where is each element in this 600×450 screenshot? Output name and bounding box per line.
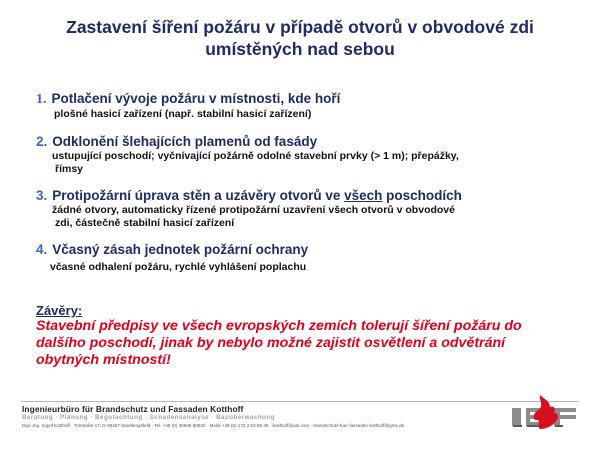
- conclusion-text: [36, 318, 581, 369]
- list-item: [36, 241, 308, 274]
- item-heading-text: Odklonění šlehajících plamenů od fasády: [52, 134, 318, 149]
- item-description: plošné hasicí zařízení (např. stabilní hasicí zařízení): [54, 108, 312, 120]
- item-heading: [36, 241, 308, 258]
- item-heading: [36, 133, 459, 150]
- footer-company-name: Ingenieurbüro für Brandschutz und Fassaden Kotthoff: [22, 404, 244, 414]
- conclusion-label: Závěry:: [36, 303, 83, 318]
- item-heading: [36, 187, 462, 204]
- item-number: 3.: [36, 188, 48, 203]
- ibf-logo-icon: [510, 393, 580, 433]
- item-description: [36, 204, 462, 230]
- item-heading-text: Včasný zásah jednotek požární ochrany: [52, 242, 309, 257]
- conclusion-line-3: obytných místností!: [36, 352, 171, 368]
- item-description-line-2: zdi, částečně stabilní hasicí zařízení: [55, 217, 235, 229]
- list-item: [36, 187, 462, 230]
- item-description-line-2: římsy: [55, 163, 84, 175]
- item-description: včasné odhalení požáru, rychlé vyhlášení poplachu: [50, 261, 307, 273]
- footer-services: Beratung · Planung · Begutachtung · Schadensanalyse · Bauüberwachung: [22, 414, 275, 421]
- item-heading-text-end: poschodích: [382, 188, 462, 203]
- list-item: [36, 90, 340, 121]
- conclusion-line-1: Stavební předpisy ve všech evropských zemích tolerují šíření požáru do: [36, 318, 522, 334]
- item-number: 4.: [36, 242, 48, 257]
- footer-contact: Dipl.-Ing. Ingolf Kotthoff · Torstraße 17, D-36457 Stadtlengsfeld · Tel. +49 (0) 36965 80532 · Mobil +49 (0) 172 2 02 68 30 · ikotthoff@aol.com · brandschutz-fuer-fassaden-kotthoff@gmx.de: [22, 423, 405, 428]
- item-description: [36, 150, 459, 176]
- item-description-line-1: ustupující poschodí; vyčnívající požárně odolné stavební prvky (> 1 m); přepážky,: [52, 150, 459, 162]
- footer-divider: [21, 401, 579, 402]
- item-heading-text: Protipožární úprava stěn a uzávěry otvorů ve: [52, 188, 345, 203]
- slide-title-line-2: umístěných nad sebou: [205, 39, 395, 59]
- item-heading-text: Potlačení vývoje požáru v místnosti, kde hoří: [51, 91, 341, 106]
- item-number: 1.: [36, 92, 47, 107]
- conclusion-block: [36, 303, 581, 369]
- item-description-line-1: žádné otvory, automaticky řízené protipožární uzavření všech otvorů v obvodové: [52, 204, 455, 216]
- item-heading: [36, 90, 340, 108]
- item-number: 2.: [36, 134, 48, 149]
- item-heading-emphasis: všech: [344, 188, 383, 203]
- conclusion-line-2: dalšího poschodí, jinak by nebylo možné zajistit osvětlení a odvětrání: [36, 335, 506, 351]
- slide-title: [0, 16, 600, 60]
- slide-title-line-1: Zastavení šíření požáru v případě otvorů v obvodové zdi: [66, 17, 534, 37]
- list-item: [36, 133, 459, 176]
